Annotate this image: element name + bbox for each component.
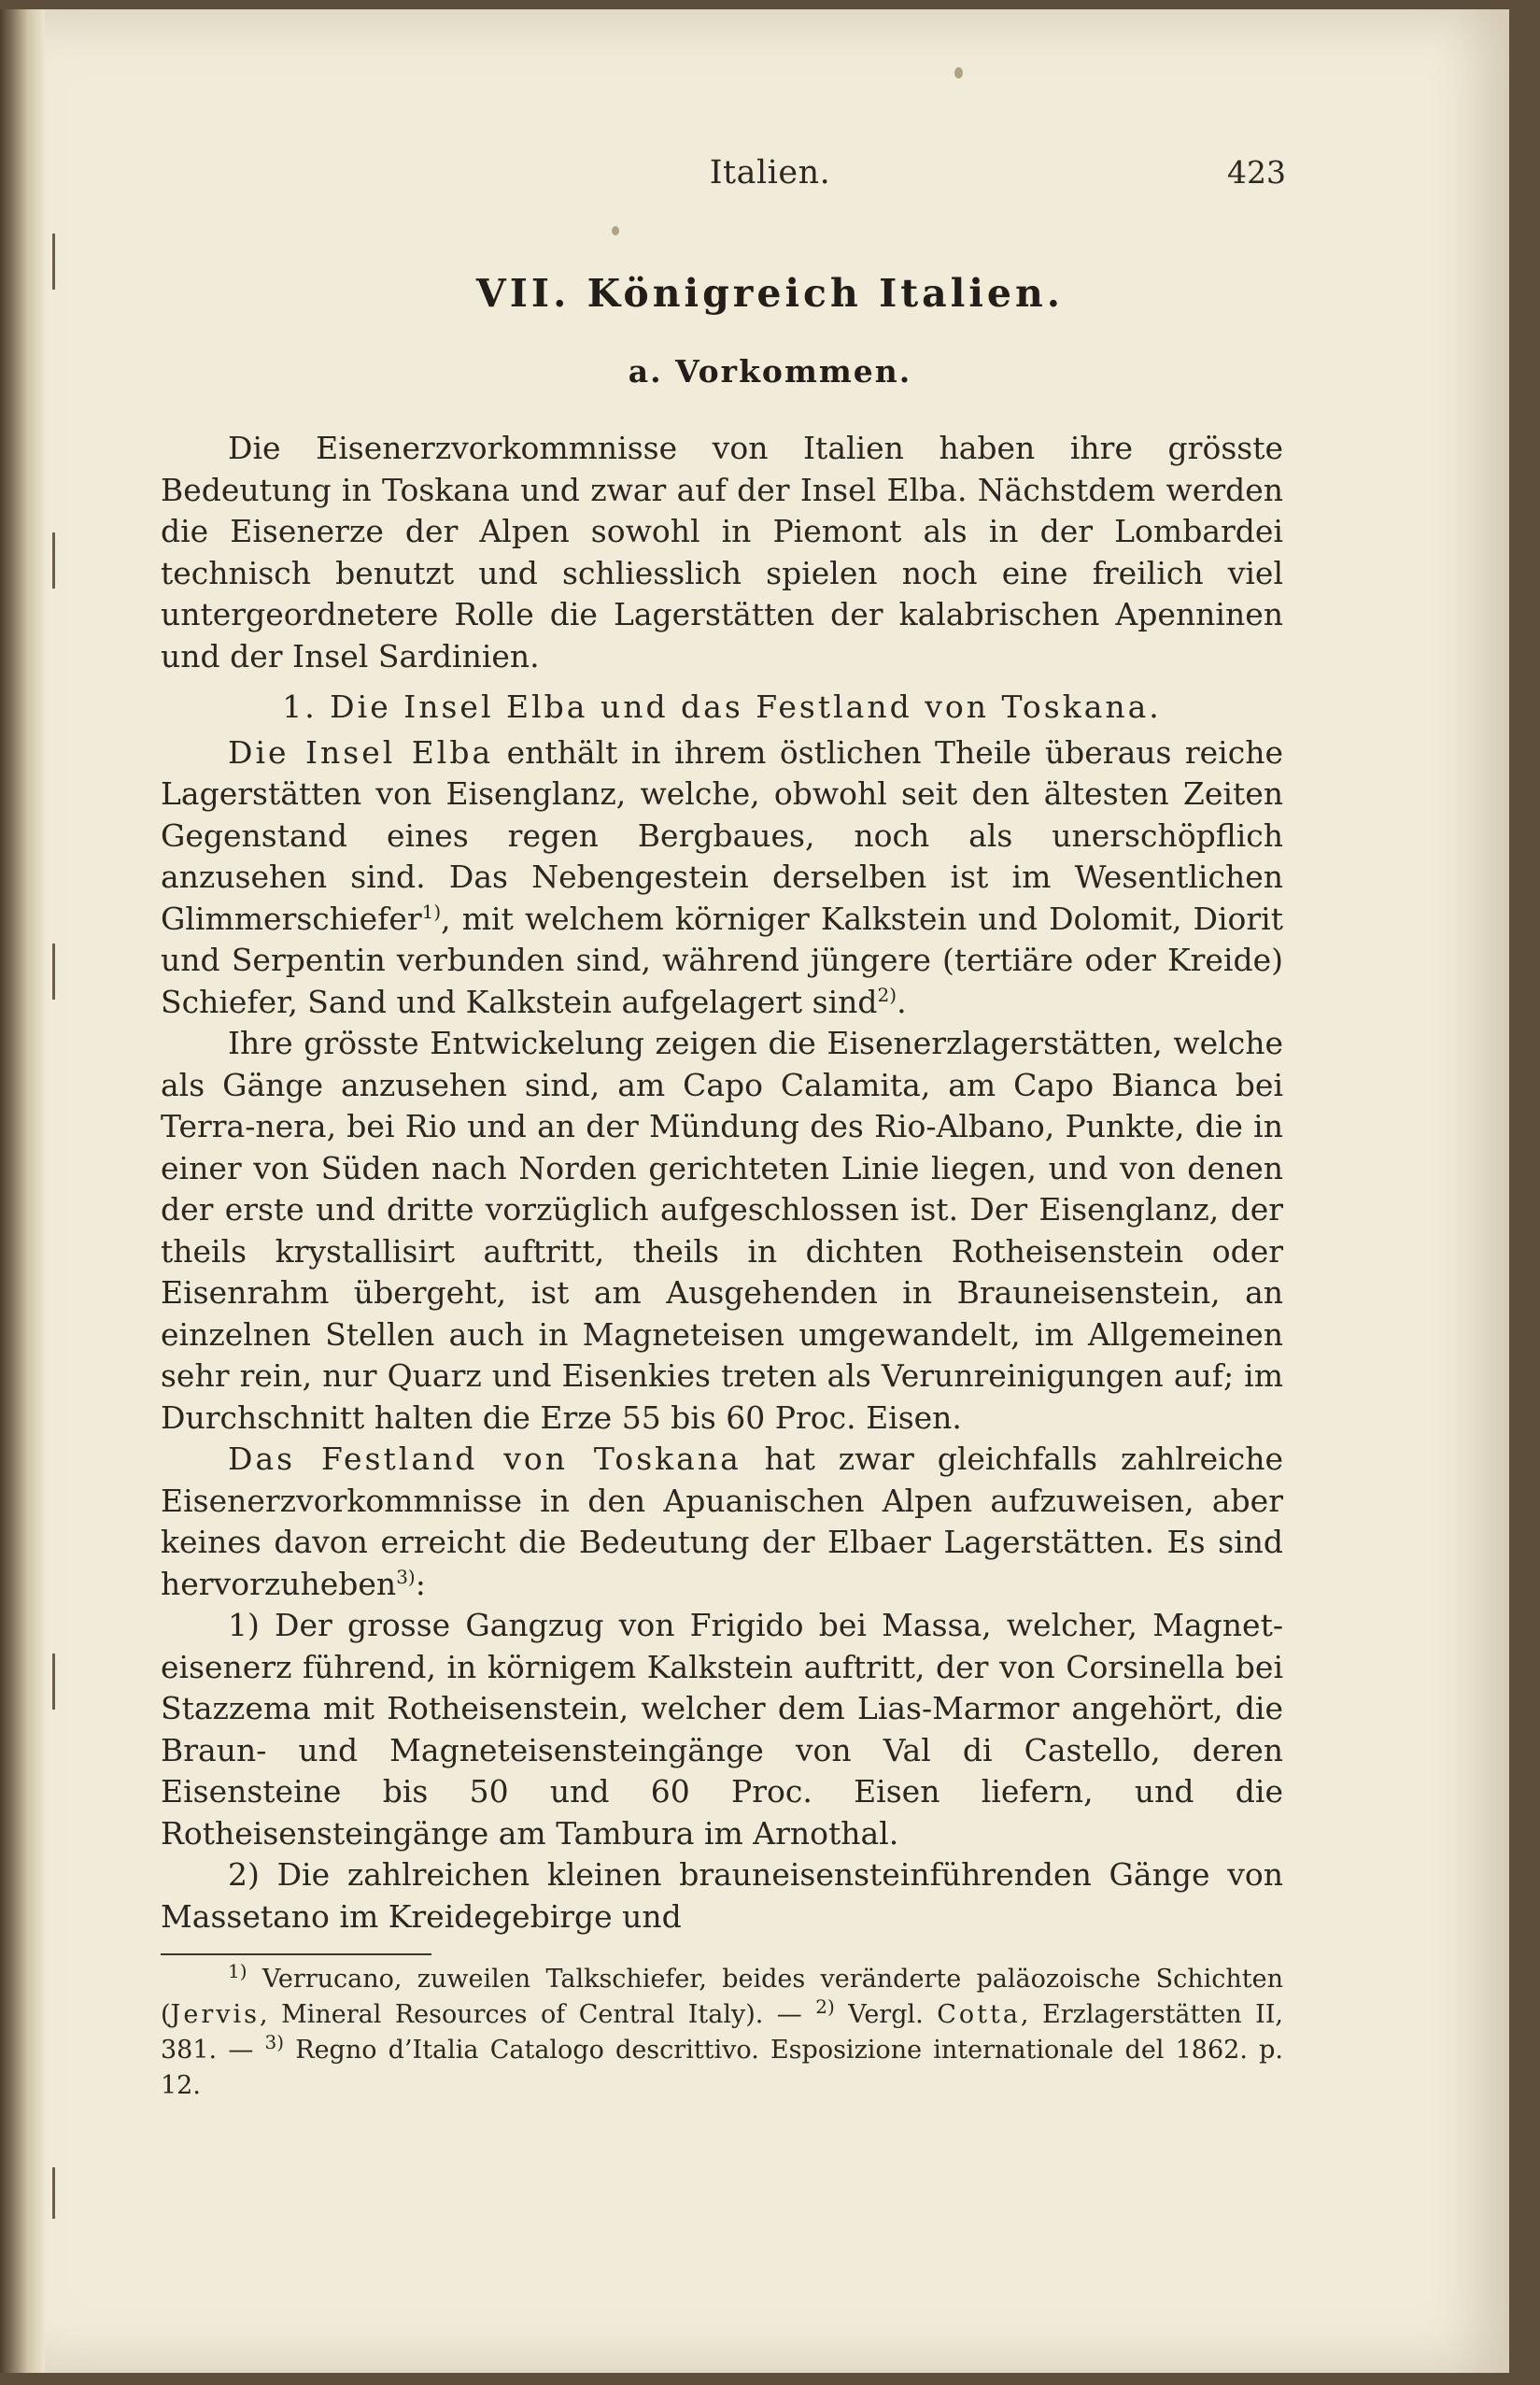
- footnote-ref-2[interactable]: 2): [877, 983, 897, 1006]
- gutter-mark: [52, 944, 55, 1000]
- paper-fleck: [954, 67, 963, 78]
- footnote-ref-1[interactable]: 1): [421, 900, 442, 923]
- footnote-2-text-b: , Erzlagerstätten II, 381. —: [161, 2000, 1283, 2065]
- footnote-label-3: 3): [264, 2031, 285, 2053]
- subheading-elba: 1. Die Insel Elba und das Festland von Toskana.: [282, 689, 1162, 725]
- paragraph-elba: [161, 732, 1283, 1024]
- gutter-mark: [52, 1654, 55, 1710]
- gutter-mark: [52, 2167, 55, 2219]
- paragraph-development: Ihre grösste Entwickelung zeigen die Eisenerzlagerstätten, welche als Gänge anzusehen sind, am Capo Calamita, am Capo Bianca bei Terra-nera, bei Rio und an der Mündung des Rio-Albano, Punkte, die in einer von Süden nach Norden gerichteten Linie liegen, und von denen der erste und dritte vorzüglich aufgeschlossen ist. Der Eisenglanz, der theils krystallisirt auftritt, theils in dichten Rotheisenstein oder Eisenrahm übergeht, ist am Ausgehenden in Brauneisenstein, an einzelnen Stellen auch in Magneteisen umgewandelt, im Allgemeinen sehr rein, nur Quarz und Eisenkies treten als Verunreinigungen auf; im Durchschnitt halten die Erze 55 bis 60 Proc. Eisen.: [161, 1025, 1283, 1436]
- paragraph-intro: Die Eisenerzvorkommnisse von Italien haben ihre grösste Bedeutung in Toskana und zwar auf der Insel Elba. Nächstdem werden die Eisenerze der Alpen sowohl in Piemont als in der Lombardei technisch benutzt und schliesslich spielen noch eine freilich viel untergeordnetere Rolle die Lagerstätten der kalabrischen Apenninen und der Insel Sardinien.: [161, 430, 1283, 674]
- festland-text-end: :: [415, 1565, 426, 1602]
- footnote-divider: [161, 1953, 431, 1955]
- footnote-1-author: Jervis: [170, 2000, 261, 2029]
- paragraph-festland: [161, 1439, 1283, 1605]
- section-title: a. Vorkommen.: [628, 353, 912, 390]
- running-title: Italien.: [709, 154, 831, 192]
- footnote-2-author: Cotta: [937, 2000, 1021, 2029]
- footnote-block: [161, 1962, 1283, 2104]
- elba-spaced: Die Insel Elba: [228, 733, 494, 771]
- page-number: 423: [1227, 154, 1286, 191]
- festland-spaced: Das Festland von Toskana: [228, 1441, 742, 1477]
- elba-text-end: .: [897, 983, 907, 1020]
- gutter-mark: [52, 532, 55, 589]
- footnote-3-text: Regno d’Italia Catalogo descrittivo. Esposizione internationale del 1862. p. 12.: [161, 2036, 1283, 2100]
- elba-text-b: , mit welchem körniger Kalkstein und Dolomit, Diorit und Serpentin verbunden sind, während jüngere (tertiäre oder Kreide) Schiefer, Sand und Kalkstein aufgelagert sind: [161, 900, 1283, 1020]
- festland-text: hat zwar gleichfalls zahlreiche Eisenerzvorkommnisse in den Apuanischen Alpen aufzuweisen, aber keines davon erreicht die Bedeutung der Elbaer Lagerstätten. Es sind hervorzuheben: [161, 1441, 1283, 1602]
- paper-fleck: [612, 226, 619, 235]
- chapter-title: VII. Königreich Italien.: [475, 271, 1065, 316]
- footnote-ref-3[interactable]: 3): [396, 1565, 416, 1588]
- footnote-label-2: 2): [815, 1995, 835, 2018]
- footnote-1-text-a: Verrucano, zuweilen Talkschiefer, beides veränderte paläozoische Schichten (: [161, 1965, 1283, 2029]
- list-item-2: 2) Die zahlreichen kleinen brauneisensteinführenden Gänge von Massetano im Kreidegebirge und: [161, 1856, 1283, 1935]
- footnotes: [161, 1962, 1283, 2104]
- footnote-2-text-a: Vergl.: [834, 2000, 938, 2029]
- page-header: [0, 154, 1540, 201]
- footnote-label-1: 1): [228, 1960, 247, 1982]
- list-item-1: 1) Der grosse Gangzug von Frigido bei Massa, welcher, Magneteisenerz führend, in körnigem Kalkstein auftritt, der von Corsinella bei Stazzema mit Rotheisenstein, welcher dem Lias-Marmor angehört, die Braun- und Magneteisensteingänge von Val di Castello, deren Eisensteine bis 50 und 60 Proc. Eisen liefern, und die Rotheisensteingänge am Tambura im Arnothal.: [161, 1607, 1283, 1852]
- elba-text-a: enthält in ihrem östlichen Theile überaus reiche Lagerstätten von Eisenglanz, welche, obwohl seit den ältesten Zeiten Gegenstand eines regen Bergbaues, noch als unerschöpflich anzusehen sind. Das Nebengestein derselben ist im Wesentlichen Glimmerschiefer: [161, 733, 1283, 937]
- body-text: [161, 428, 1283, 1938]
- footnote-1-text-b: , Mineral Resources of Central Italy). —: [260, 2000, 816, 2029]
